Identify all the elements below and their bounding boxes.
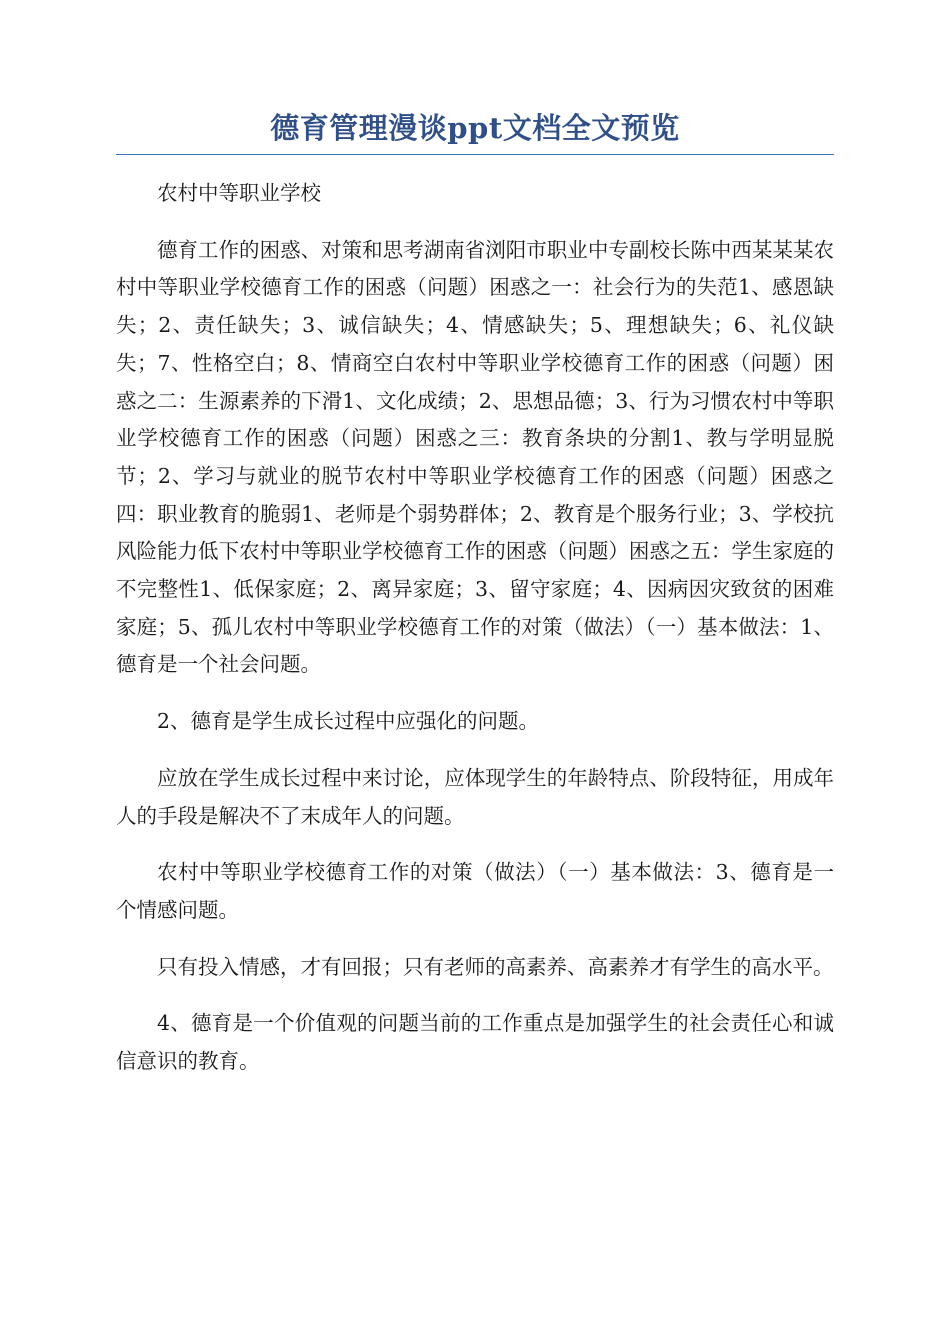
document-page: [116, 108, 834, 1100]
paragraph-teacher-quality: 只有投入情感，才有回报；只有老师的高素养、高素养才有学生的高水平。: [157, 954, 834, 979]
document-title: 德育管理漫谈ppt文档全文预览: [270, 111, 680, 145]
paragraph-emotion-issue: 农村中等职业学校德育工作的对策（做法）（一）基本做法：3、德育是一个情感问题。: [116, 860, 834, 922]
paragraph-growth-process: 2、德育是学生成长过程中应强化的问题。: [157, 709, 540, 734]
paragraph-student-characteristics: 应放在学生成长过程中来讨论，应体现学生的年龄特点、阶段特征，用成年人的手段是解决不了末成年人的问题。: [116, 765, 834, 828]
paragraph-difficulties: 德育工作的困惑、对策和思考湖南省浏阳市职业中专副校长陈中西某某某农村中等职业学校德育工作的困惑（问题）困惑之一：社会行为的失范1、感恩缺失；2、责任缺失；3、诚信缺失；4、情感缺失；5、理想缺失；6、礼仪缺失；7、性格空白；8、情商空白农村中等职业学校德育工作的困惑（问题）困惑之二：生源素养的下滑1、文化成绩；2、思想品德；3、行为习惯农村中等职业学校德育工作的困惑（问题）困惑之三：教育条块的分割1、教与学明显脱节；2、学习与就业的脱节农村中等职业学校德育工作的困惑（问题）困惑之四：职业教育的脆弱1、老师是个弱势群体；2、教育是个服务行业；3、学校抗风险能力低下农村中等职业学校德育工作的困惑（问题）困惑之五：学生家庭的不完整性1、低保家庭；2、离异家庭；3、留守家庭；4、因病因灾致贫的困难家庭；5、孤儿农村中等职业学校德育工作的对策（做法）（一）基本做法：1、德育是一个社会问题。: [116, 237, 834, 677]
title-underline: [116, 154, 834, 155]
paragraph-intro-heading: 农村中等职业学校: [157, 181, 321, 205]
paragraph-values-issue: 4、德育是一个价值观的问题当前的工作重点是加强学生的社会责任心和诚信意识的教育。: [116, 1011, 834, 1074]
